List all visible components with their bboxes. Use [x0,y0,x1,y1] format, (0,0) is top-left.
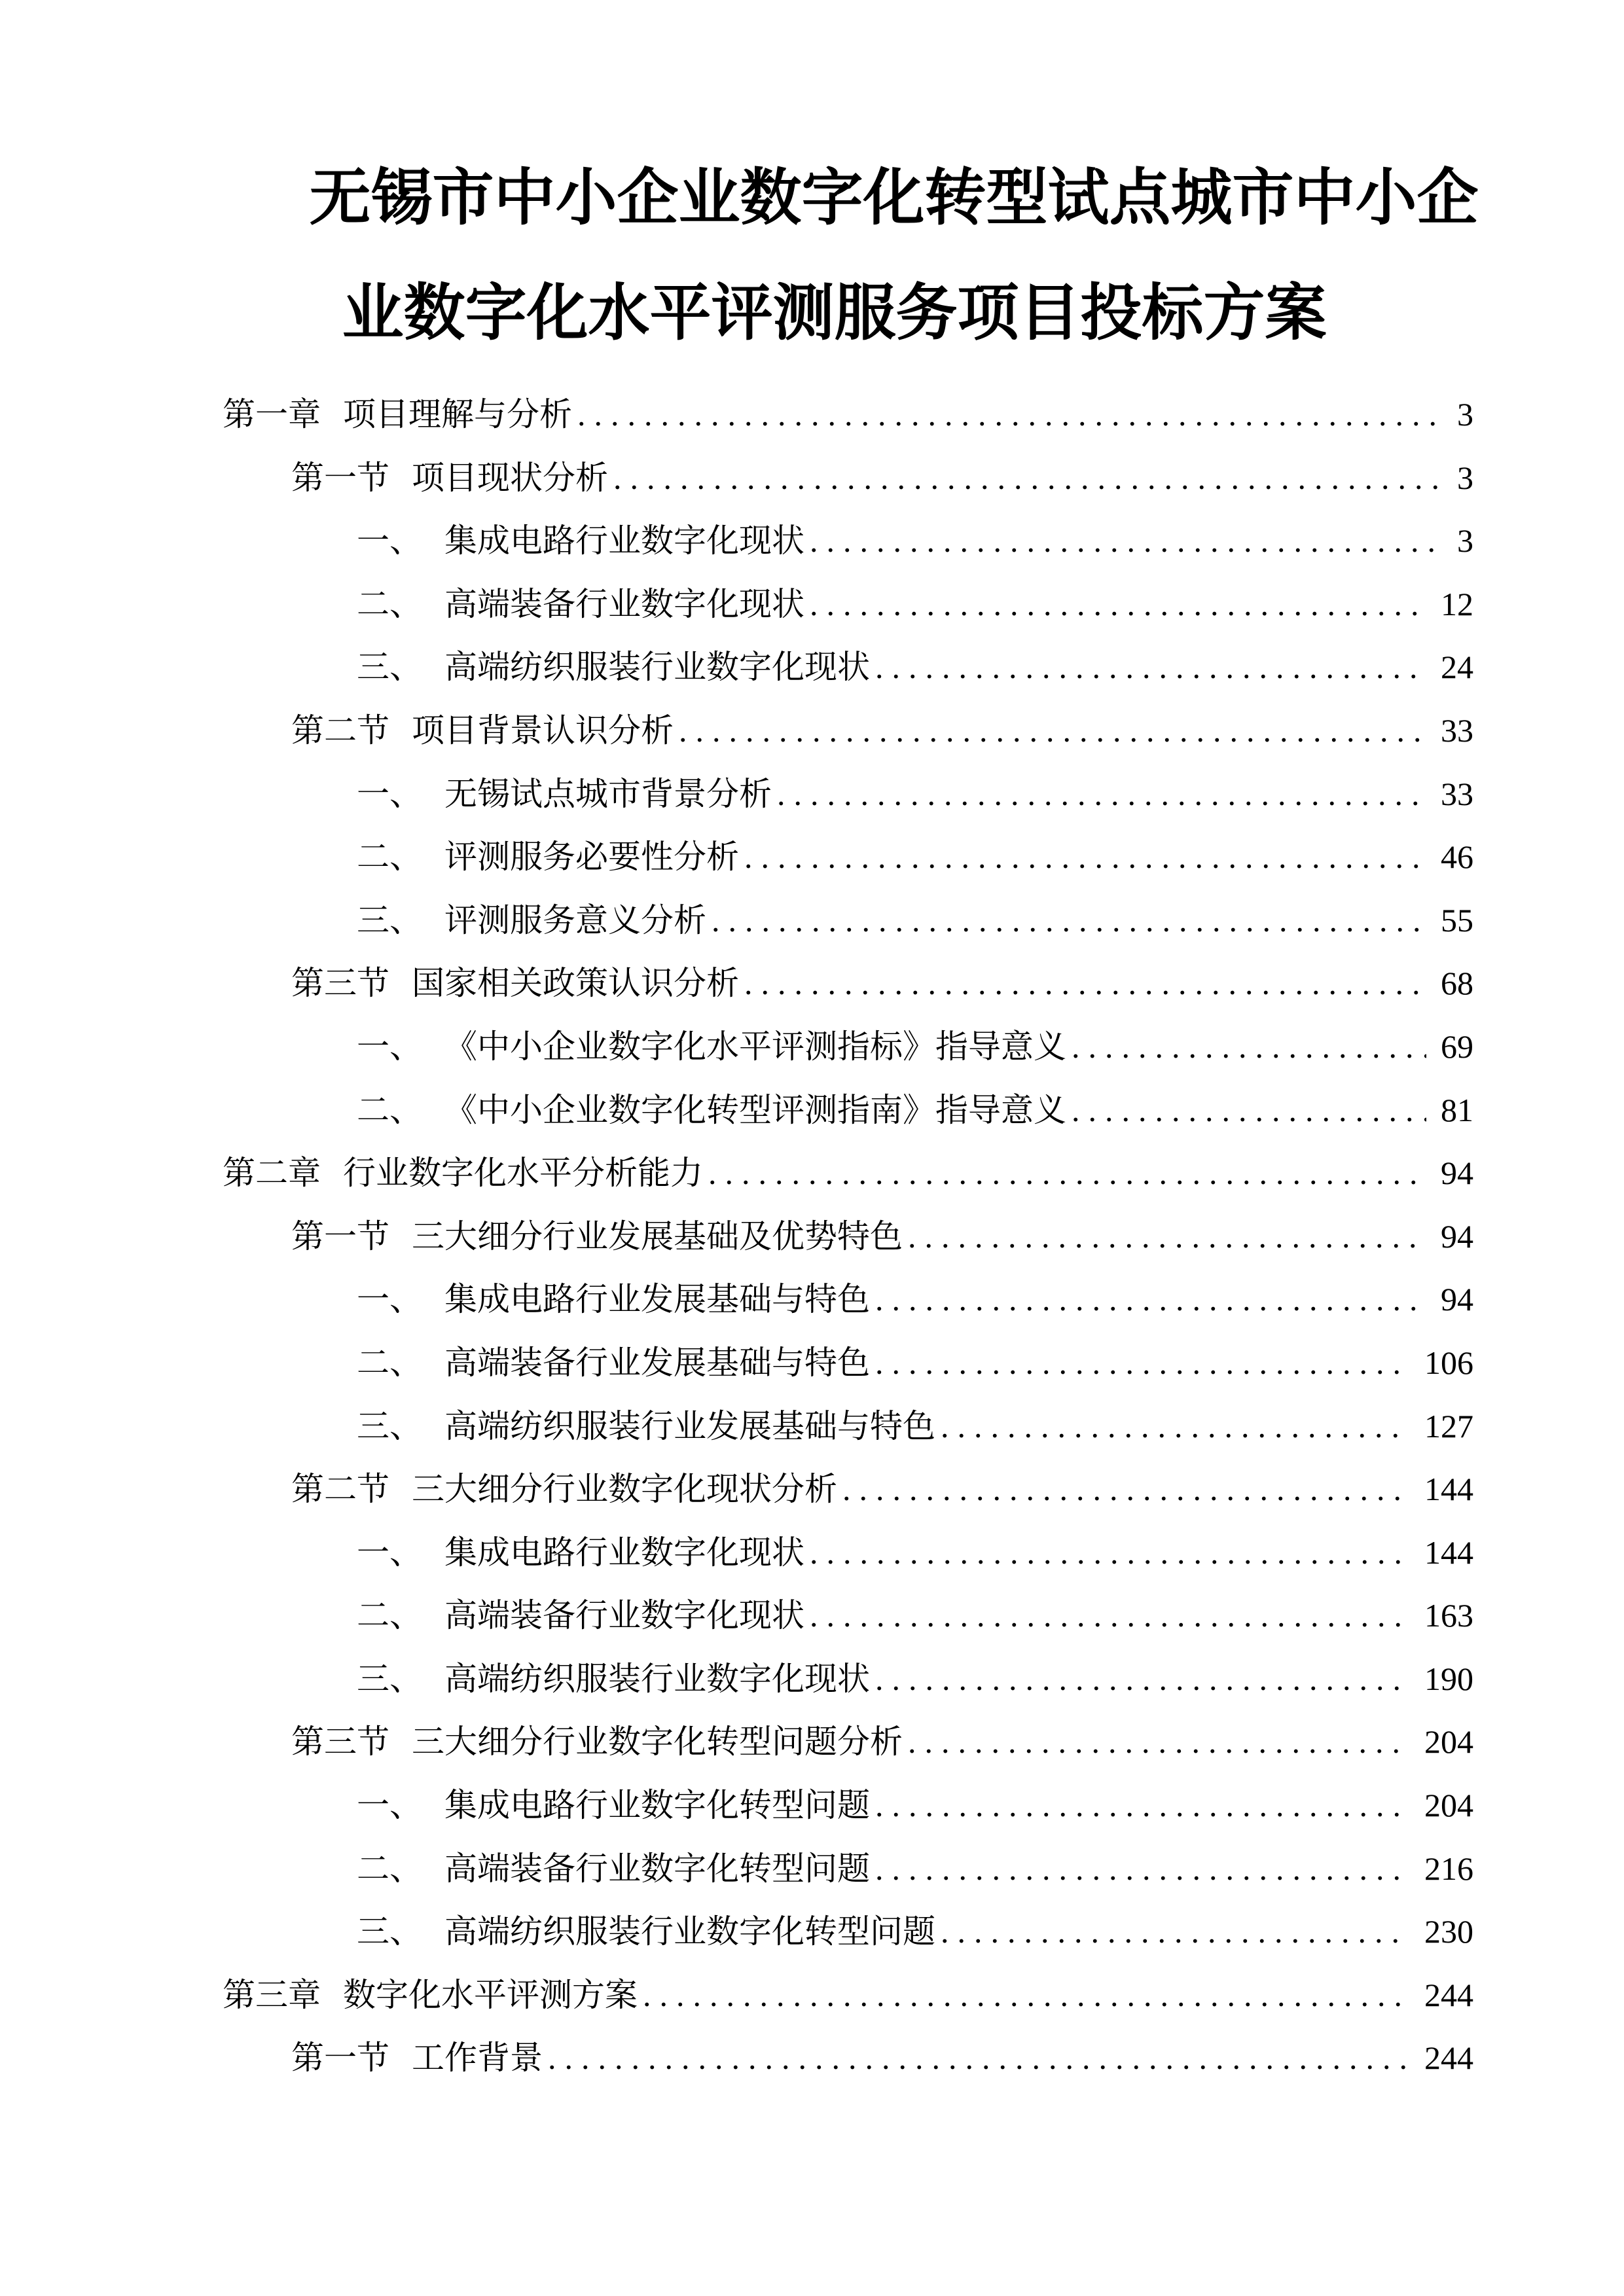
toc-entry-number: 第三节 [291,1723,389,1761]
toc-entry[interactable] [0,1458,1473,1521]
toc-page-number: 204 [1424,1723,1473,1761]
toc-entry-number: 三、 [357,1913,422,1950]
toc-entry-label: 项目现状分析 [412,459,608,496]
toc-entry-label: 《中小企业数字化转型评测指南》指导意义 [444,1091,1066,1128]
toc-entry-number: 第三章 [223,1976,321,2013]
toc-entry-number: 第一节 [291,2039,389,2077]
toc-entry-label: 高端纺织服装行业数字化现状 [444,649,870,686]
toc-entry[interactable] [0,952,1473,1015]
toc-page-number: 244 [1424,1976,1473,2013]
toc-leader-dots [679,699,1426,762]
toc-entry-label: 三大细分行业发展基础及优势特色 [412,1217,903,1255]
toc-entry[interactable] [0,1331,1473,1395]
toc-page-number: 3 [1457,459,1473,496]
toc-page-number: 46 [1441,838,1473,876]
toc-entry-number: 二、 [357,1597,422,1634]
toc-page-number: 144 [1424,1534,1473,1571]
toc-leader-dots [842,1458,1410,1521]
toc-entry-label: 集成电路行业数字化现状 [444,522,804,560]
toc-leader-dots [777,762,1426,826]
toc-entry[interactable] [0,573,1473,636]
toc-leader-dots [875,636,1426,699]
toc-entry-number: 二、 [357,838,422,876]
toc-page-number: 190 [1424,1660,1473,1697]
toc-entry-number: 一、 [357,1281,422,1318]
toc-leader-dots [941,1900,1410,1964]
toc-entry[interactable] [0,1584,1473,1647]
toc-entry-number: 三、 [357,901,422,939]
toc-entry-label: 高端装备行业数字化转型问题 [444,1850,870,1887]
toc-leader-dots [875,1774,1410,1837]
toc-entry-label: 集成电路行业数字化现状 [444,1534,804,1571]
toc-entry[interactable] [0,636,1473,699]
toc-entry-number: 一、 [357,1534,422,1571]
toc-entry[interactable] [0,889,1473,952]
toc-entry-label: 行业数字化水平分析能力 [343,1155,703,1192]
toc-entry-label: 三大细分行业数字化现状分析 [412,1471,837,1508]
toc-leader-dots [708,1141,1426,1205]
toc-leader-dots [908,1710,1410,1774]
toc-entry-number: 第一节 [291,1217,389,1255]
toc-leader-dots [908,1205,1426,1268]
toc-leader-dots [810,509,1443,573]
toc-entry-number: 二、 [357,1850,422,1887]
toc-entry-label: 工作背景 [412,2039,543,2077]
toc-entry-number: 三、 [357,1660,422,1697]
toc-page-number: 68 [1441,965,1473,1002]
toc-entry[interactable] [0,1774,1473,1837]
toc-entry-number: 一、 [357,522,422,560]
toc-page-number: 33 [1441,775,1473,812]
toc-entry-label: 高端纺织服装行业数字化现状 [444,1660,870,1697]
toc-entry[interactable] [0,1837,1473,1901]
toc-leader-dots [744,952,1426,1015]
toc-leader-dots [643,1964,1410,2027]
toc-leader-dots [875,1647,1410,1711]
toc-page-number: 144 [1424,1471,1473,1508]
toc-entry[interactable] [0,1141,1473,1205]
toc-entry[interactable] [0,1710,1473,1774]
toc-entry[interactable] [0,1395,1473,1458]
table-of-contents [0,383,1624,2090]
toc-entry-label: 集成电路行业数字化转型问题 [444,1787,870,1824]
toc-leader-dots [1072,1015,1426,1079]
toc-entry-label: 集成电路行业发展基础与特色 [444,1281,870,1318]
document-title [0,0,1624,371]
toc-page-number: 163 [1424,1597,1473,1634]
toc-entry-number: 第三节 [291,965,389,1002]
toc-entry-number: 二、 [357,1091,422,1128]
toc-entry-number: 二、 [357,585,422,622]
toc-leader-dots [613,446,1443,510]
toc-page-number: 127 [1424,1407,1473,1444]
toc-entry[interactable] [0,2026,1473,2090]
toc-leader-dots [810,1521,1410,1585]
toc-leader-dots [875,1331,1410,1395]
toc-entry-number: 第二节 [291,1471,389,1508]
toc-entry-label: 项目背景认识分析 [412,711,674,749]
toc-page-number: 69 [1441,1028,1473,1065]
toc-entry-label: 国家相关政策认识分析 [412,965,739,1002]
toc-entry[interactable] [0,446,1473,510]
toc-page-number: 3 [1457,396,1473,433]
toc-entry-label: 《中小企业数字化水平评测指标》指导意义 [444,1028,1066,1065]
toc-leader-dots [548,2026,1410,2090]
toc-leader-dots [875,1837,1410,1901]
toc-entry[interactable] [0,383,1473,446]
toc-entry-label: 高端纺织服装行业发展基础与特色 [444,1407,935,1444]
toc-entry-number: 第一节 [291,459,389,496]
toc-entry-label: 高端装备行业发展基础与特色 [444,1344,870,1381]
document-title-line-2: 业数字化水平评测服务项目投标方案 [342,279,1327,348]
toc-page-number: 204 [1424,1787,1473,1824]
toc-leader-dots [810,573,1426,636]
toc-entry-label: 数字化水平评测方案 [343,1976,638,2013]
toc-entry[interactable] [0,1900,1473,1964]
toc-entry-number: 三、 [357,1407,422,1444]
toc-entry-label: 三大细分行业数字化转型问题分析 [412,1723,903,1761]
toc-entry[interactable] [0,825,1473,889]
toc-leader-dots [712,889,1426,952]
toc-entry-number: 一、 [357,1028,422,1065]
toc-page-number: 244 [1424,2039,1473,2077]
toc-page-number: 3 [1457,522,1473,560]
toc-entry[interactable] [0,699,1473,762]
toc-entry-label: 项目理解与分析 [343,396,572,433]
toc-leader-dots [1072,1079,1426,1142]
toc-entry-label: 高端纺织服装行业数字化转型问题 [444,1913,935,1950]
toc-entry-label: 评测服务意义分析 [444,901,706,939]
toc-entry-label: 高端装备行业数字化现状 [444,585,804,622]
toc-entry-number: 第二节 [291,711,389,749]
toc-page-number: 106 [1424,1344,1473,1381]
toc-entry[interactable] [0,1015,1473,1079]
toc-entry-number: 第二章 [223,1155,321,1192]
toc-entry[interactable] [0,1964,1473,2027]
toc-page-number: 94 [1441,1281,1473,1318]
toc-page-number: 55 [1441,901,1473,939]
toc-entry-number: 一、 [357,775,422,812]
toc-page-number: 230 [1424,1913,1473,1950]
toc-page-number: 94 [1441,1155,1473,1192]
toc-entry[interactable] [0,1205,1473,1268]
toc-leader-dots [577,383,1443,446]
toc-leader-dots [810,1584,1410,1647]
toc-entry[interactable] [0,1521,1473,1585]
toc-leader-dots [941,1395,1410,1458]
toc-entry-number: 二、 [357,1344,422,1381]
toc-entry[interactable] [0,1268,1473,1331]
toc-page-number: 24 [1441,649,1473,686]
document-title-line-1: 无锡市中小企业数字化转型试点城市中小企 [309,164,1479,232]
toc-entry-label: 无锡试点城市背景分析 [444,775,772,812]
toc-entry-number: 一、 [357,1787,422,1824]
toc-entry-label: 评测服务必要性分析 [444,838,739,876]
toc-entry-number: 第一章 [223,396,321,433]
toc-page-number: 81 [1441,1091,1473,1128]
toc-entry[interactable] [0,509,1473,573]
toc-entry[interactable] [0,762,1473,826]
toc-entry[interactable] [0,1647,1473,1711]
toc-page-number: 33 [1441,711,1473,749]
toc-page-number: 12 [1441,585,1473,622]
toc-page-number: 216 [1424,1850,1473,1887]
toc-leader-dots [744,825,1426,889]
toc-entry[interactable] [0,1079,1473,1142]
toc-entry-number: 三、 [357,649,422,686]
toc-entry-label: 高端装备行业数字化现状 [444,1597,804,1634]
toc-leader-dots [875,1268,1426,1331]
toc-page-number: 94 [1441,1217,1473,1255]
